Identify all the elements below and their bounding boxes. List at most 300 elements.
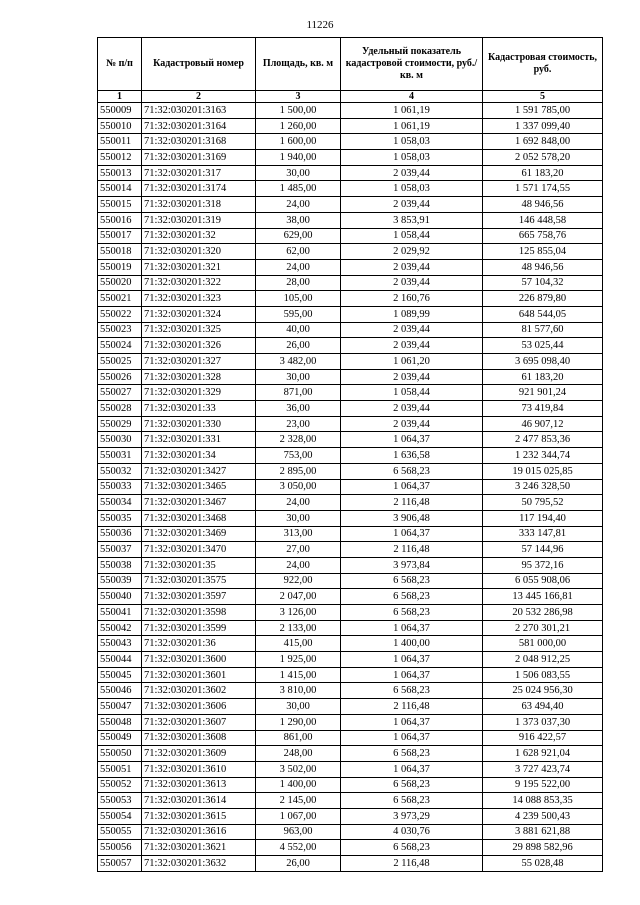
specific-rate-cell: 2 039,44 — [341, 369, 483, 385]
area-cell: 24,00 — [256, 259, 341, 275]
cadastral-number-cell: 71:32:030201:3468 — [142, 510, 256, 526]
row-number-cell: 550051 — [98, 761, 142, 777]
table-row — [98, 103, 603, 119]
area-cell: 1 600,00 — [256, 134, 341, 150]
cadastral-number-cell: 71:32:030201:3467 — [142, 495, 256, 511]
area-cell: 24,00 — [256, 557, 341, 573]
row-number-cell: 550017 — [98, 228, 142, 244]
table-row — [98, 683, 603, 699]
cadastral-number-cell: 71:32:030201:3609 — [142, 746, 256, 762]
row-number-cell: 550037 — [98, 542, 142, 558]
specific-rate-cell: 1 064,37 — [341, 652, 483, 668]
cadastral-number-cell: 71:32:030201:330 — [142, 416, 256, 432]
area-cell: 62,00 — [256, 244, 341, 260]
area-cell: 1 290,00 — [256, 714, 341, 730]
table-row — [98, 322, 603, 338]
cadastral-number-cell: 71:32:030201:3608 — [142, 730, 256, 746]
table-row — [98, 275, 603, 291]
specific-rate-cell: 6 568,23 — [341, 746, 483, 762]
specific-rate-cell: 6 568,23 — [341, 589, 483, 605]
cadastral-number-cell: 71:32:030201:3470 — [142, 542, 256, 558]
table-body — [98, 103, 603, 872]
cadastral-value-cell: 581 000,00 — [483, 636, 603, 652]
area-cell: 3 126,00 — [256, 605, 341, 621]
cadastral-number-cell: 71:32:030201:3598 — [142, 605, 256, 621]
area-cell: 753,00 — [256, 448, 341, 464]
area-cell: 38,00 — [256, 212, 341, 228]
row-number-cell: 550036 — [98, 526, 142, 542]
row-number-cell: 550047 — [98, 699, 142, 715]
specific-rate-cell: 1 089,99 — [341, 306, 483, 322]
cadastral-value-cell: 146 448,58 — [483, 212, 603, 228]
specific-rate-cell: 2 039,44 — [341, 416, 483, 432]
cadastral-number-cell: 71:32:030201:3610 — [142, 761, 256, 777]
row-number-cell: 550028 — [98, 401, 142, 417]
cadastral-value-cell: 125 855,04 — [483, 244, 603, 260]
area-cell: 2 047,00 — [256, 589, 341, 605]
row-number-cell: 550016 — [98, 212, 142, 228]
cadastral-number-cell: 71:32:030201:32 — [142, 228, 256, 244]
row-number-cell: 550030 — [98, 432, 142, 448]
row-number-cell: 550056 — [98, 840, 142, 856]
table-row — [98, 118, 603, 134]
header-specific-rate: Удельный показатель кадастровой стоимости, руб./кв. м — [341, 38, 483, 91]
area-cell: 1 400,00 — [256, 777, 341, 793]
header-cadastral-value: Кадастровая стоимость, руб. — [483, 38, 603, 91]
header-cadastral-number: Кадастровый номер — [142, 38, 256, 91]
row-number-cell: 550010 — [98, 118, 142, 134]
table-row — [98, 479, 603, 495]
cadastral-value-cell: 2 052 578,20 — [483, 150, 603, 166]
specific-rate-cell: 1 064,37 — [341, 620, 483, 636]
row-number-cell: 550055 — [98, 824, 142, 840]
table-row — [98, 542, 603, 558]
cadastral-value-cell: 1 628 921,04 — [483, 746, 603, 762]
specific-rate-cell: 2 039,44 — [341, 275, 483, 291]
area-cell: 963,00 — [256, 824, 341, 840]
specific-rate-cell: 2 039,44 — [341, 401, 483, 417]
row-number-cell: 550013 — [98, 165, 142, 181]
cadastral-value-cell: 48 946,56 — [483, 259, 603, 275]
area-cell: 248,00 — [256, 746, 341, 762]
column-number: 1 — [98, 91, 142, 103]
area-cell: 1 415,00 — [256, 667, 341, 683]
cadastral-number-cell: 71:32:030201:3599 — [142, 620, 256, 636]
area-cell: 26,00 — [256, 338, 341, 354]
area-cell: 1 260,00 — [256, 118, 341, 134]
specific-rate-cell: 1 064,37 — [341, 479, 483, 495]
column-number-row — [98, 91, 603, 103]
table-row — [98, 244, 603, 260]
cadastral-number-cell: 71:32:030201:3601 — [142, 667, 256, 683]
specific-rate-cell: 6 568,23 — [341, 683, 483, 699]
cadastral-value-cell: 921 901,24 — [483, 385, 603, 401]
row-number-cell: 550020 — [98, 275, 142, 291]
row-number-cell: 550041 — [98, 605, 142, 621]
specific-rate-cell: 1 064,37 — [341, 761, 483, 777]
row-number-cell: 550019 — [98, 259, 142, 275]
cadastral-value-cell: 648 544,05 — [483, 306, 603, 322]
table-row — [98, 416, 603, 432]
cadastral-number-cell: 71:32:030201:3465 — [142, 479, 256, 495]
cadastral-value-cell: 3 246 328,50 — [483, 479, 603, 495]
column-number: 2 — [142, 91, 256, 103]
specific-rate-cell: 1 058,03 — [341, 150, 483, 166]
specific-rate-cell: 2 116,48 — [341, 856, 483, 872]
table-row — [98, 777, 603, 793]
cadastral-value-cell: 4 239 500,43 — [483, 808, 603, 824]
row-number-cell: 550025 — [98, 354, 142, 370]
cadastral-number-cell: 71:32:030201:331 — [142, 432, 256, 448]
row-number-cell: 550049 — [98, 730, 142, 746]
table-row — [98, 730, 603, 746]
table-row — [98, 259, 603, 275]
specific-rate-cell: 1 064,37 — [341, 714, 483, 730]
area-cell: 595,00 — [256, 306, 341, 322]
row-number-cell: 550032 — [98, 463, 142, 479]
cadastral-number-cell: 71:32:030201:322 — [142, 275, 256, 291]
cadastral-value-cell: 20 532 286,98 — [483, 605, 603, 621]
table-header-row — [98, 38, 603, 91]
cadastral-number-cell: 71:32:030201:3621 — [142, 840, 256, 856]
cadastral-value-cell: 50 795,52 — [483, 495, 603, 511]
row-number-cell: 550031 — [98, 448, 142, 464]
specific-rate-cell: 4 030,76 — [341, 824, 483, 840]
cadastral-number-cell: 71:32:030201:320 — [142, 244, 256, 260]
area-cell: 2 133,00 — [256, 620, 341, 636]
cadastral-value-cell: 48 946,56 — [483, 197, 603, 213]
area-cell: 40,00 — [256, 322, 341, 338]
cadastral-number-cell: 71:32:030201:321 — [142, 259, 256, 275]
cadastral-value-cell: 73 419,84 — [483, 401, 603, 417]
cadastral-value-cell: 19 015 025,85 — [483, 463, 603, 479]
specific-rate-cell: 2 039,44 — [341, 165, 483, 181]
table-row — [98, 369, 603, 385]
cadastral-number-cell: 71:32:030201:35 — [142, 557, 256, 573]
cadastral-value-cell: 61 183,20 — [483, 165, 603, 181]
cadastral-value-cell: 13 445 166,81 — [483, 589, 603, 605]
specific-rate-cell: 2 116,48 — [341, 699, 483, 715]
row-number-cell: 550048 — [98, 714, 142, 730]
row-number-cell: 550057 — [98, 856, 142, 872]
cadastral-value-cell: 29 898 582,96 — [483, 840, 603, 856]
table-row — [98, 557, 603, 573]
column-number: 5 — [483, 91, 603, 103]
cadastral-value-cell: 46 907,12 — [483, 416, 603, 432]
specific-rate-cell: 6 568,23 — [341, 573, 483, 589]
cadastral-value-cell: 14 088 853,35 — [483, 793, 603, 809]
table-row — [98, 793, 603, 809]
cadastral-value-cell: 3 727 423,74 — [483, 761, 603, 777]
cadastral-value-cell: 1 692 848,00 — [483, 134, 603, 150]
area-cell: 871,00 — [256, 385, 341, 401]
area-cell: 26,00 — [256, 856, 341, 872]
specific-rate-cell: 6 568,23 — [341, 605, 483, 621]
area-cell: 36,00 — [256, 401, 341, 417]
cadastral-number-cell: 71:32:030201:3169 — [142, 150, 256, 166]
cadastral-value-cell: 916 422,57 — [483, 730, 603, 746]
cadastral-value-table — [97, 37, 603, 872]
table-row — [98, 134, 603, 150]
row-number-cell: 550040 — [98, 589, 142, 605]
cadastral-value-cell: 665 758,76 — [483, 228, 603, 244]
row-number-cell: 550053 — [98, 793, 142, 809]
cadastral-number-cell: 71:32:030201:319 — [142, 212, 256, 228]
table-row — [98, 510, 603, 526]
row-number-cell: 550014 — [98, 181, 142, 197]
table-row — [98, 338, 603, 354]
area-cell: 27,00 — [256, 542, 341, 558]
row-number-cell: 550034 — [98, 495, 142, 511]
row-number-cell: 550044 — [98, 652, 142, 668]
cadastral-number-cell: 71:32:030201:3606 — [142, 699, 256, 715]
cadastral-value-cell: 1 506 083,55 — [483, 667, 603, 683]
column-number: 3 — [256, 91, 341, 103]
cadastral-value-cell: 117 194,40 — [483, 510, 603, 526]
area-cell: 28,00 — [256, 275, 341, 291]
cadastral-value-cell: 1 571 174,55 — [483, 181, 603, 197]
specific-rate-cell: 1 064,37 — [341, 667, 483, 683]
specific-rate-cell: 2 039,44 — [341, 338, 483, 354]
cadastral-number-cell: 71:32:030201:323 — [142, 291, 256, 307]
cadastral-value-cell: 63 494,40 — [483, 699, 603, 715]
table-row — [98, 667, 603, 683]
cadastral-value-cell: 1 337 099,40 — [483, 118, 603, 134]
header-area: Площадь, кв. м — [256, 38, 341, 91]
row-number-cell: 550018 — [98, 244, 142, 260]
table-row — [98, 291, 603, 307]
cadastral-value-cell: 226 879,80 — [483, 291, 603, 307]
table-row — [98, 495, 603, 511]
cadastral-number-cell: 71:32:030201:3616 — [142, 824, 256, 840]
cadastral-value-cell: 3 881 621,88 — [483, 824, 603, 840]
table-row — [98, 746, 603, 762]
cadastral-number-cell: 71:32:030201:317 — [142, 165, 256, 181]
row-number-cell: 550046 — [98, 683, 142, 699]
row-number-cell: 550050 — [98, 746, 142, 762]
specific-rate-cell: 6 568,23 — [341, 840, 483, 856]
specific-rate-cell: 2 116,48 — [341, 542, 483, 558]
specific-rate-cell: 1 058,44 — [341, 385, 483, 401]
specific-rate-cell: 1 636,58 — [341, 448, 483, 464]
specific-rate-cell: 3 973,84 — [341, 557, 483, 573]
row-number-cell: 550024 — [98, 338, 142, 354]
cadastral-value-cell: 333 147,81 — [483, 526, 603, 542]
specific-rate-cell: 2 116,48 — [341, 495, 483, 511]
cadastral-number-cell: 71:32:030201:318 — [142, 197, 256, 213]
table-row — [98, 448, 603, 464]
area-cell: 4 552,00 — [256, 840, 341, 856]
table-row — [98, 401, 603, 417]
row-number-cell: 550033 — [98, 479, 142, 495]
specific-rate-cell: 1 064,37 — [341, 432, 483, 448]
table-row — [98, 808, 603, 824]
cadastral-number-cell: 71:32:030201:328 — [142, 369, 256, 385]
row-number-cell: 550039 — [98, 573, 142, 589]
cadastral-number-cell: 71:32:030201:327 — [142, 354, 256, 370]
area-cell: 415,00 — [256, 636, 341, 652]
table-row — [98, 354, 603, 370]
row-number-cell: 550029 — [98, 416, 142, 432]
cadastral-number-cell: 71:32:030201:325 — [142, 322, 256, 338]
area-cell: 1 500,00 — [256, 103, 341, 119]
table-row — [98, 228, 603, 244]
table-row — [98, 212, 603, 228]
row-number-cell: 550015 — [98, 197, 142, 213]
area-cell: 2 895,00 — [256, 463, 341, 479]
specific-rate-cell: 1 400,00 — [341, 636, 483, 652]
specific-rate-cell: 1 058,03 — [341, 181, 483, 197]
area-cell: 30,00 — [256, 369, 341, 385]
table-row — [98, 150, 603, 166]
area-cell: 3 810,00 — [256, 683, 341, 699]
cadastral-number-cell: 71:32:030201:3575 — [142, 573, 256, 589]
cadastral-number-cell: 71:32:030201:3163 — [142, 103, 256, 119]
cadastral-number-cell: 71:32:030201:3602 — [142, 683, 256, 699]
specific-rate-cell: 3 853,91 — [341, 212, 483, 228]
table-row — [98, 856, 603, 872]
cadastral-value-cell: 6 055 908,06 — [483, 573, 603, 589]
table-row — [98, 181, 603, 197]
cadastral-value-cell: 3 695 098,40 — [483, 354, 603, 370]
specific-rate-cell: 1 058,44 — [341, 228, 483, 244]
area-cell: 3 050,00 — [256, 479, 341, 495]
cadastral-value-cell: 9 195 522,00 — [483, 777, 603, 793]
table-row — [98, 165, 603, 181]
table-row — [98, 197, 603, 213]
area-cell: 922,00 — [256, 573, 341, 589]
cadastral-value-cell: 1 591 785,00 — [483, 103, 603, 119]
specific-rate-cell: 3 906,48 — [341, 510, 483, 526]
cadastral-number-cell: 71:32:030201:3168 — [142, 134, 256, 150]
specific-rate-cell: 2 039,44 — [341, 197, 483, 213]
table-row — [98, 526, 603, 542]
row-number-cell: 550011 — [98, 134, 142, 150]
row-number-cell: 550043 — [98, 636, 142, 652]
cadastral-number-cell: 71:32:030201:36 — [142, 636, 256, 652]
area-cell: 105,00 — [256, 291, 341, 307]
cadastral-number-cell: 71:32:030201:329 — [142, 385, 256, 401]
page-number: 11226 — [306, 19, 334, 31]
area-cell: 1 067,00 — [256, 808, 341, 824]
area-cell: 30,00 — [256, 510, 341, 526]
cadastral-value-cell: 2 048 912,25 — [483, 652, 603, 668]
area-cell: 30,00 — [256, 699, 341, 715]
specific-rate-cell: 1 064,37 — [341, 526, 483, 542]
cadastral-number-cell: 71:32:030201:3174 — [142, 181, 256, 197]
table-row — [98, 761, 603, 777]
cadastral-number-cell: 71:32:030201:3600 — [142, 652, 256, 668]
cadastral-number-cell: 71:32:030201:34 — [142, 448, 256, 464]
cadastral-number-cell: 71:32:030201:324 — [142, 306, 256, 322]
cadastral-value-cell: 61 183,20 — [483, 369, 603, 385]
specific-rate-cell: 1 061,19 — [341, 103, 483, 119]
row-number-cell: 550021 — [98, 291, 142, 307]
cadastral-value-cell: 53 025,44 — [483, 338, 603, 354]
table-row — [98, 636, 603, 652]
specific-rate-cell: 1 061,20 — [341, 354, 483, 370]
table-row — [98, 840, 603, 856]
cadastral-number-cell: 71:32:030201:3614 — [142, 793, 256, 809]
table-row — [98, 699, 603, 715]
specific-rate-cell: 2 029,92 — [341, 244, 483, 260]
table-row — [98, 605, 603, 621]
area-cell: 24,00 — [256, 495, 341, 511]
area-cell: 1 940,00 — [256, 150, 341, 166]
cadastral-number-cell: 71:32:030201:3597 — [142, 589, 256, 605]
specific-rate-cell: 2 160,76 — [341, 291, 483, 307]
cadastral-value-cell: 57 144,96 — [483, 542, 603, 558]
cadastral-number-cell: 71:32:030201:3615 — [142, 808, 256, 824]
specific-rate-cell: 6 568,23 — [341, 793, 483, 809]
cadastral-value-cell: 57 104,32 — [483, 275, 603, 291]
table-row — [98, 385, 603, 401]
table-row — [98, 463, 603, 479]
area-cell: 30,00 — [256, 165, 341, 181]
area-cell: 1 485,00 — [256, 181, 341, 197]
row-number-cell: 550052 — [98, 777, 142, 793]
area-cell: 313,00 — [256, 526, 341, 542]
cadastral-number-cell: 71:32:030201:326 — [142, 338, 256, 354]
cadastral-value-cell: 55 028,48 — [483, 856, 603, 872]
specific-rate-cell: 2 039,44 — [341, 259, 483, 275]
row-number-cell: 550026 — [98, 369, 142, 385]
cadastral-value-cell: 2 270 301,21 — [483, 620, 603, 636]
cadastral-number-cell: 71:32:030201:3427 — [142, 463, 256, 479]
row-number-cell: 550054 — [98, 808, 142, 824]
table-row — [98, 306, 603, 322]
area-cell: 629,00 — [256, 228, 341, 244]
row-number-cell: 550027 — [98, 385, 142, 401]
area-cell: 2 145,00 — [256, 793, 341, 809]
area-cell: 3 502,00 — [256, 761, 341, 777]
row-number-cell: 550042 — [98, 620, 142, 636]
specific-rate-cell: 1 064,37 — [341, 730, 483, 746]
cadastral-value-cell: 95 372,16 — [483, 557, 603, 573]
cadastral-number-cell: 71:32:030201:3632 — [142, 856, 256, 872]
cadastral-value-cell: 81 577,60 — [483, 322, 603, 338]
row-number-cell: 550045 — [98, 667, 142, 683]
header-row-number: № п/п — [98, 38, 142, 91]
cadastral-value-cell: 1 373 037,30 — [483, 714, 603, 730]
table-row — [98, 432, 603, 448]
table-row — [98, 620, 603, 636]
cadastral-number-cell: 71:32:030201:3469 — [142, 526, 256, 542]
specific-rate-cell: 3 973,29 — [341, 808, 483, 824]
specific-rate-cell: 6 568,23 — [341, 463, 483, 479]
row-number-cell: 550035 — [98, 510, 142, 526]
row-number-cell: 550022 — [98, 306, 142, 322]
row-number-cell: 550038 — [98, 557, 142, 573]
specific-rate-cell: 2 039,44 — [341, 322, 483, 338]
cadastral-number-cell: 71:32:030201:33 — [142, 401, 256, 417]
area-cell: 23,00 — [256, 416, 341, 432]
cadastral-number-cell: 71:32:030201:3613 — [142, 777, 256, 793]
cadastral-value-cell: 1 232 344,74 — [483, 448, 603, 464]
cadastral-value-cell: 2 477 853,36 — [483, 432, 603, 448]
cadastral-number-cell: 71:32:030201:3164 — [142, 118, 256, 134]
specific-rate-cell: 1 061,19 — [341, 118, 483, 134]
table-row — [98, 824, 603, 840]
cadastral-number-cell: 71:32:030201:3607 — [142, 714, 256, 730]
table-row — [98, 652, 603, 668]
table-row — [98, 714, 603, 730]
row-number-cell: 550023 — [98, 322, 142, 338]
cadastral-value-cell: 25 024 956,30 — [483, 683, 603, 699]
specific-rate-cell: 1 058,03 — [341, 134, 483, 150]
area-cell: 3 482,00 — [256, 354, 341, 370]
table-row — [98, 589, 603, 605]
